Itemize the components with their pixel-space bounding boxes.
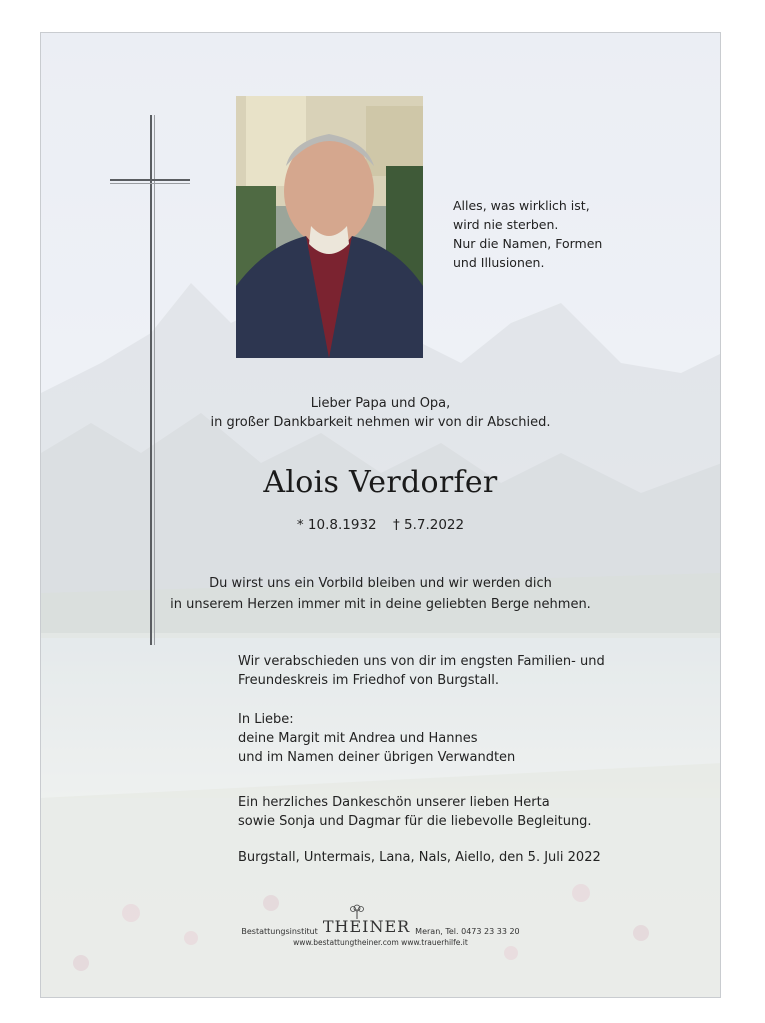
- motto-line-2: in unserem Herzen immer mit in deine geliebten Berge nehmen.: [170, 597, 591, 612]
- quote-line: und Illusionen.: [453, 255, 545, 270]
- motto-text: [41, 573, 720, 615]
- family-line-3: und im Namen deiner übrigen Verwandten: [238, 750, 516, 765]
- quote-line: wird nie sterben.: [453, 217, 559, 232]
- cross-vertical-shadow: [154, 115, 155, 645]
- family-paragraph: [238, 710, 678, 767]
- farewell-line-1: Wir verabschieden uns von dir im engsten Familien- und: [238, 654, 605, 669]
- motto-line-1: Du wirst uns ein Vorbild bleiben und wir werden dich: [209, 576, 552, 591]
- greeting-text: [41, 394, 720, 432]
- death-date: † 5.7.2022: [392, 517, 465, 533]
- quote-line: Alles, was wirklich ist,: [453, 198, 590, 213]
- cross-horizontal-bar: [110, 179, 190, 181]
- thanks-line-1: Ein herzliches Dankeschön unserer lieben Herta: [238, 795, 550, 810]
- birth-date: * 10.8.1932: [296, 517, 377, 533]
- cross-horizontal-shadow: [110, 183, 190, 184]
- thanks-paragraph: [238, 793, 678, 831]
- farewell-paragraph: [238, 652, 678, 690]
- footer-websites: www.bestattungtheiner.com www.trauerhilfe.it: [293, 938, 468, 947]
- footer-prefix: Bestattungsinstitut: [241, 927, 318, 936]
- life-dates: [41, 517, 720, 533]
- place-date-line: Burgstall, Untermais, Lana, Nals, Aiello, den 5. Juli 2022: [238, 850, 601, 865]
- place-date: [238, 848, 678, 867]
- footer-contact: Meran, Tel. 0473 23 33 20: [415, 927, 520, 936]
- cross-vertical-bar: [150, 115, 152, 645]
- farewell-line-2: Freundeskreis im Friedhof von Burgstall.: [238, 673, 499, 688]
- brand-name: THEINER: [322, 917, 411, 936]
- obituary-card: [40, 32, 721, 998]
- quote-line: Nur die Namen, Formen: [453, 236, 603, 251]
- family-line-2: deine Margit mit Andrea und Hannes: [238, 731, 478, 746]
- deceased-name: Alois Verdorfer: [263, 465, 498, 500]
- thanks-line-2: sowie Sonja und Dagmar für die liebevolle Begleitung.: [238, 814, 592, 829]
- portrait-photo: [236, 96, 423, 358]
- greeting-line-2: in großer Dankbarkeit nehmen wir von dir Abschied.: [210, 415, 551, 430]
- funeral-home-footer: [41, 917, 720, 947]
- memorial-quote: [453, 196, 693, 272]
- family-line-1: In Liebe:: [238, 712, 294, 727]
- greeting-line-1: Lieber Papa und Opa,: [310, 396, 451, 411]
- funeral-home-brand: [323, 917, 410, 936]
- tree-logo-icon: [347, 903, 367, 919]
